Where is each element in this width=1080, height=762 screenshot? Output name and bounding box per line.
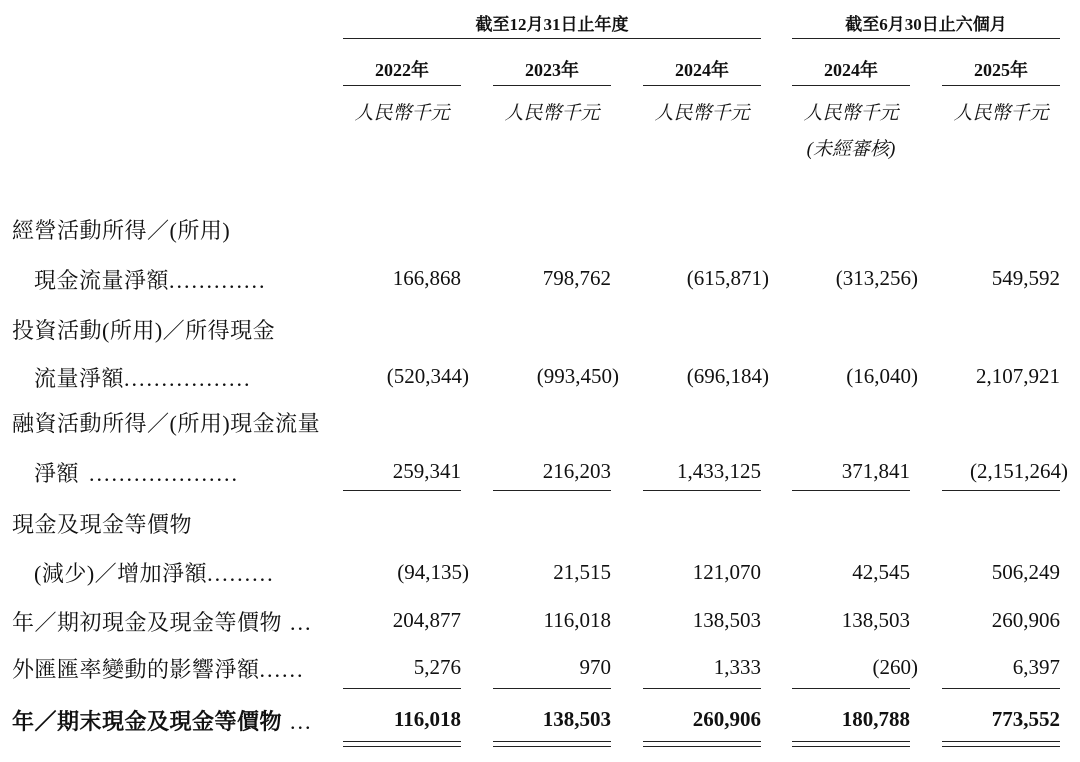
value-cell: 21,515 <box>553 560 611 584</box>
value-cell: 798,762 <box>542 266 611 290</box>
header-group-underline <box>792 38 1060 39</box>
value-cell: 506,249 <box>991 560 1060 584</box>
year-underline <box>942 85 1060 86</box>
row-label: 經營活動所得／(所用) <box>12 218 231 243</box>
header-group-year-end: 截至12月31日止年度 <box>475 15 629 34</box>
subtotal-rule <box>343 688 461 689</box>
total-value-cell: 773,552 <box>991 707 1060 731</box>
row-label-continued: 淨額 .................... <box>34 461 240 486</box>
header-group-six-months: 截至6月30日止六個月 <box>845 15 1007 34</box>
value-cell: 216,203 <box>542 459 611 483</box>
value-cell: 116,018 <box>543 608 611 632</box>
value-cell: 259,341 <box>392 459 461 483</box>
column-unit: 人民幣千元 <box>504 103 600 124</box>
total-value-cell: 138,503 <box>542 707 611 731</box>
value-cell: 42,545 <box>852 560 910 584</box>
value-cell: 2,107,921 <box>976 364 1060 388</box>
value-cell: (520,344) <box>386 364 469 388</box>
value-cell: (696,184) <box>686 364 769 388</box>
subtotal-rule <box>942 688 1060 689</box>
column-header-year: 2024年 <box>675 60 729 80</box>
column-header-year: 2024年 <box>824 60 878 80</box>
header-group-underline <box>343 38 761 39</box>
value-cell: (260) <box>872 655 918 679</box>
value-cell: 970 <box>579 655 611 679</box>
value-cell: 138,503 <box>841 608 910 632</box>
total-double-rule <box>942 741 1060 747</box>
value-cell: 121,070 <box>692 560 761 584</box>
value-cell: 1,433,125 <box>677 459 761 483</box>
subtotal-rule <box>643 490 761 491</box>
value-cell: (16,040) <box>846 364 918 388</box>
value-cell: 260,906 <box>991 608 1060 632</box>
total-double-rule <box>493 741 611 747</box>
value-cell: 138,503 <box>692 608 761 632</box>
subtotal-rule <box>792 490 910 491</box>
row-label: 外匯匯率變動的影響淨額...... <box>12 657 305 682</box>
total-value-cell: 180,788 <box>841 707 910 731</box>
column-header-year: 2023年 <box>525 60 579 80</box>
row-label-continued: 流量淨額................. <box>34 366 252 391</box>
subtotal-rule <box>493 688 611 689</box>
value-cell: (2,151,264) <box>970 459 1068 483</box>
value-cell: 5,276 <box>413 655 461 679</box>
row-label: 投資活動(所用)／所得現金 <box>12 318 276 343</box>
row-label: 融資活動所得／(所用)現金流量 <box>12 411 321 436</box>
total-value-cell: 260,906 <box>692 707 761 731</box>
total-value-cell: 116,018 <box>393 707 461 731</box>
value-cell: 166,868 <box>392 266 461 290</box>
year-underline <box>493 85 611 86</box>
value-cell: 6,397 <box>1012 655 1060 679</box>
row-label-continued: 現金流量淨額............. <box>34 268 267 293</box>
value-cell: 371,841 <box>841 459 910 483</box>
subtotal-rule <box>643 688 761 689</box>
row-label: 現金及現金等價物 <box>12 512 193 537</box>
unaudited-note: (未經審核) <box>806 139 896 160</box>
row-label-total: 年／期末現金及現金等價物 ... <box>12 709 313 734</box>
year-underline <box>792 85 910 86</box>
row-label: 年／期初現金及現金等價物 ... <box>12 610 313 635</box>
year-underline <box>643 85 761 86</box>
value-cell: 1,333 <box>713 655 761 679</box>
value-cell: (313,256) <box>835 266 918 290</box>
subtotal-rule <box>343 490 461 491</box>
subtotal-rule <box>493 490 611 491</box>
column-header-year: 2022年 <box>375 60 429 80</box>
value-cell: 204,877 <box>392 608 461 632</box>
column-unit: 人民幣千元 <box>953 103 1049 124</box>
subtotal-rule <box>792 688 910 689</box>
column-unit: 人民幣千元 <box>354 103 450 124</box>
column-unit: 人民幣千元 <box>803 103 899 124</box>
row-label-continued: (減少)／增加淨額......... <box>34 561 275 586</box>
column-unit: 人民幣千元 <box>654 103 750 124</box>
value-cell: (615,871) <box>686 266 769 290</box>
total-double-rule <box>343 741 461 747</box>
value-cell: 549,592 <box>991 266 1060 290</box>
column-header-year: 2025年 <box>974 60 1028 80</box>
subtotal-rule <box>942 490 1060 491</box>
year-underline <box>343 85 461 86</box>
value-cell: (94,135) <box>397 560 469 584</box>
total-double-rule <box>643 741 761 747</box>
total-double-rule <box>792 741 910 747</box>
value-cell: (993,450) <box>536 364 619 388</box>
